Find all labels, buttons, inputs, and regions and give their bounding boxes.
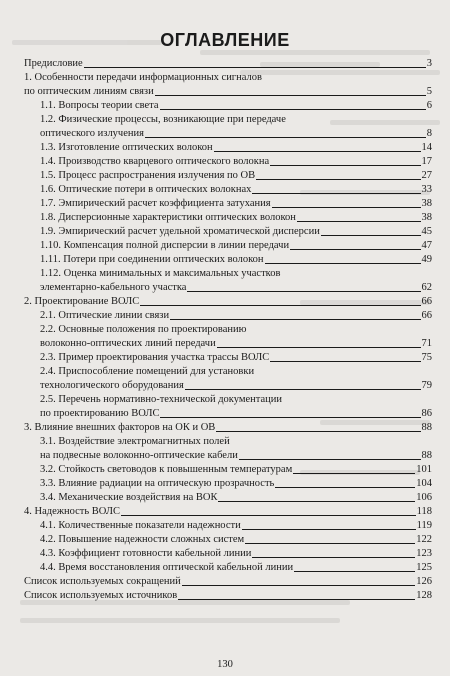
toc-entry [24, 420, 432, 434]
toc-entry [24, 504, 432, 518]
toc-entry-page: 38 [421, 198, 432, 209]
toc-entry-page: 47 [421, 240, 432, 251]
toc-leader-line [121, 515, 416, 516]
toc-leader-line [256, 179, 420, 180]
toc-entry-page: 88 [421, 450, 432, 461]
toc-entry-page: 45 [421, 226, 432, 237]
toc-entry-label: 3.3. Влияние радиации на оптическую прозрачность [40, 478, 275, 489]
toc-leader-line [297, 221, 421, 222]
toc-entry-page: 101 [416, 464, 432, 475]
toc-entry-page: 8 [426, 128, 432, 139]
toc-entry-page: 79 [421, 380, 432, 391]
toc-leader-line [160, 417, 420, 418]
toc-entry [24, 588, 432, 602]
toc-entry-page: 122 [416, 534, 432, 545]
toc-entry-label: 1.3. Изготовление оптических волокон [40, 142, 213, 153]
toc-entry-label: 3.1. Воздействие электромагнитных полей [40, 436, 230, 447]
toc-entry [24, 98, 432, 112]
toc-entry [24, 574, 432, 588]
toc-entry-page: 88 [421, 422, 432, 433]
toc-leader-line [272, 207, 421, 208]
toc-entry [24, 560, 432, 574]
toc-entry [24, 490, 432, 504]
toc-entry [24, 238, 432, 252]
toc-entry-page: 118 [416, 506, 432, 517]
toc-entry-page: 125 [416, 562, 432, 573]
toc-entry [24, 294, 432, 308]
toc-leader-line [242, 529, 416, 530]
toc-entry-label: 1.11. Потери при соединении оптических волокон [40, 254, 264, 265]
toc-leader-line [178, 599, 415, 600]
toc-entry-label: по проектированию ВОЛС [40, 408, 160, 419]
toc-entry [24, 462, 432, 476]
toc-entry [24, 84, 432, 98]
toc-entry-page: 17 [421, 156, 432, 167]
toc-entry [24, 126, 432, 140]
toc-entry-label: 2.3. Пример проектирования участка трассы ВОЛС [40, 352, 270, 363]
toc-entry [24, 112, 432, 126]
toc-leader-line [170, 319, 420, 320]
toc-leader-line [218, 501, 415, 502]
table-of-contents [24, 56, 432, 602]
toc-entry [24, 350, 432, 364]
toc-entry [24, 322, 432, 336]
toc-entry [24, 434, 432, 448]
toc-entry-label: 1.12. Оценка минимальных и максимальных участков [40, 268, 281, 279]
toc-leader-line [84, 67, 426, 68]
toc-entry [24, 252, 432, 266]
toc-leader-line [270, 361, 420, 362]
toc-entry-label: 1.6. Оптические потери в оптических волокнах [40, 184, 252, 195]
toc-leader-line [275, 487, 415, 488]
toc-entry-label: 1.2. Физические процессы, возникающие при передаче [40, 114, 286, 125]
toc-entry-page: 49 [421, 254, 432, 265]
toc-entry-label: 2.1. Оптические линии связи [40, 310, 170, 321]
toc-entry-label: 1.8. Дисперсионные характеристики оптических волокон [40, 212, 296, 223]
toc-entry-label: 1.4. Производство кварцевого оптического волокна [40, 156, 270, 167]
toc-entry-label: Предисловие [24, 58, 83, 69]
toc-entry-label: Список используемых сокращений [24, 576, 181, 587]
toc-entry [24, 182, 432, 196]
toc-entry-page: 38 [421, 212, 432, 223]
toc-entry [24, 210, 432, 224]
toc-entry [24, 168, 432, 182]
toc-entry-page: 123 [416, 548, 432, 559]
toc-entry-page: 14 [421, 142, 432, 153]
toc-entry-label: 4.2. Повышение надежности сложных систем [40, 534, 245, 545]
toc-leader-line [245, 543, 415, 544]
toc-entry [24, 196, 432, 210]
toc-leader-line [321, 235, 421, 236]
toc-entry-label: волоконно-оптических линий передачи [40, 338, 216, 349]
page-title: ОГЛАВЛЕНИЕ [160, 30, 290, 50]
page-number: 130 [217, 659, 233, 670]
toc-leader-line [182, 585, 416, 586]
toc-entry-label: 4.1. Количественные показатели надежности [40, 520, 241, 531]
toc-entry-page: 104 [416, 478, 432, 489]
toc-entry [24, 448, 432, 462]
toc-entry [24, 154, 432, 168]
toc-entry [24, 518, 432, 532]
toc-entry-label: 4. Надежность ВОЛС [24, 506, 120, 517]
toc-leader-line [294, 571, 415, 572]
toc-entry [24, 336, 432, 350]
toc-entry-label: 2. Проектирование ВОЛС [24, 296, 140, 307]
toc-entry-page: 75 [421, 352, 432, 363]
toc-entry [24, 364, 432, 378]
toc-entry [24, 406, 432, 420]
toc-entry-page: 71 [421, 338, 432, 349]
toc-leader-line [214, 151, 421, 152]
toc-leader-line [270, 165, 420, 166]
toc-entry-page: 119 [416, 520, 432, 531]
toc-entry [24, 70, 432, 84]
toc-entry-label: 2.4. Приспособление помещений для установки [40, 366, 255, 377]
toc-entry-page: 62 [421, 282, 432, 293]
toc-leader-line [252, 557, 415, 558]
toc-entry [24, 392, 432, 406]
toc-entry-page: 6 [426, 100, 432, 111]
toc-entry-label: 1. Особенности передачи информационных сигналов [24, 72, 262, 83]
toc-entry [24, 546, 432, 560]
toc-leader-line [217, 347, 421, 348]
toc-entry [24, 308, 432, 322]
toc-entry [24, 476, 432, 490]
toc-entry-label: 3.2. Стойкость световодов к повышенным температурам [40, 464, 293, 475]
toc-entry-page: 3 [426, 58, 432, 69]
toc-entry [24, 224, 432, 238]
toc-entry-page: 33 [421, 184, 432, 195]
toc-entry-page: 126 [416, 576, 432, 587]
toc-leader-line [216, 431, 420, 432]
toc-entry-label: на подвесные волоконно-оптические кабели [40, 450, 238, 461]
toc-entry [24, 280, 432, 294]
toc-entry-page: 86 [421, 408, 432, 419]
toc-entry-page: 66 [421, 296, 432, 307]
toc-leader-line [265, 263, 421, 264]
toc-leader-line [145, 137, 426, 138]
toc-leader-line [155, 95, 426, 96]
toc-leader-line [293, 473, 415, 474]
toc-entry [24, 378, 432, 392]
toc-entry [24, 266, 432, 280]
toc-entry-label: 1.5. Процесс распространения излучения по ОВ [40, 170, 256, 181]
toc-leader-line [185, 389, 421, 390]
toc-entry-label: 1.7. Эмпирический расчет коэффициента затухания [40, 198, 271, 209]
toc-entry-label: оптического излучения [40, 128, 144, 139]
toc-entry-label: элементарно-кабельного участка [40, 282, 187, 293]
toc-entry-label: по оптическим линиям связи [24, 86, 154, 97]
toc-entry-label: 3.4. Механические воздействия на ВОК [40, 492, 218, 503]
toc-entry-page: 27 [421, 170, 432, 181]
toc-entry-label: 1.1. Вопросы теории света [40, 100, 159, 111]
toc-entry [24, 56, 432, 70]
toc-entry-label: 1.9. Эмпирический расчет удельной хроматической дисперсии [40, 226, 320, 237]
toc-entry-label: 1.10. Компенсация полной дисперсии в линии передачи [40, 240, 290, 251]
toc-entry-page: 128 [416, 590, 432, 601]
toc-entry-page: 66 [421, 310, 432, 321]
toc-entry [24, 532, 432, 546]
toc-entry-label: Список используемых источников [24, 590, 178, 601]
toc-entry-page: 5 [426, 86, 432, 97]
toc-entry-label: 2.2. Основные положения по проектированию [40, 324, 247, 335]
toc-entry-label: 3. Влияние внешних факторов на ОК и ОВ [24, 422, 216, 433]
toc-entry-page: 106 [416, 492, 432, 503]
toc-entry-label: технологического оборудования [40, 380, 184, 391]
toc-entry [24, 140, 432, 154]
toc-leader-line [290, 249, 420, 250]
toc-entry-label: 2.5. Перечень нормативно-технической документации [40, 394, 283, 405]
toc-leader-line [239, 459, 421, 460]
toc-leader-line [140, 305, 420, 306]
toc-entry-label: 4.4. Время восстановления оптической кабельной линии [40, 562, 294, 573]
toc-leader-line [187, 291, 420, 292]
toc-leader-line [160, 109, 426, 110]
toc-entry-label: 4.3. Коэффициент готовности кабельной линии [40, 548, 252, 559]
toc-leader-line [252, 193, 420, 194]
